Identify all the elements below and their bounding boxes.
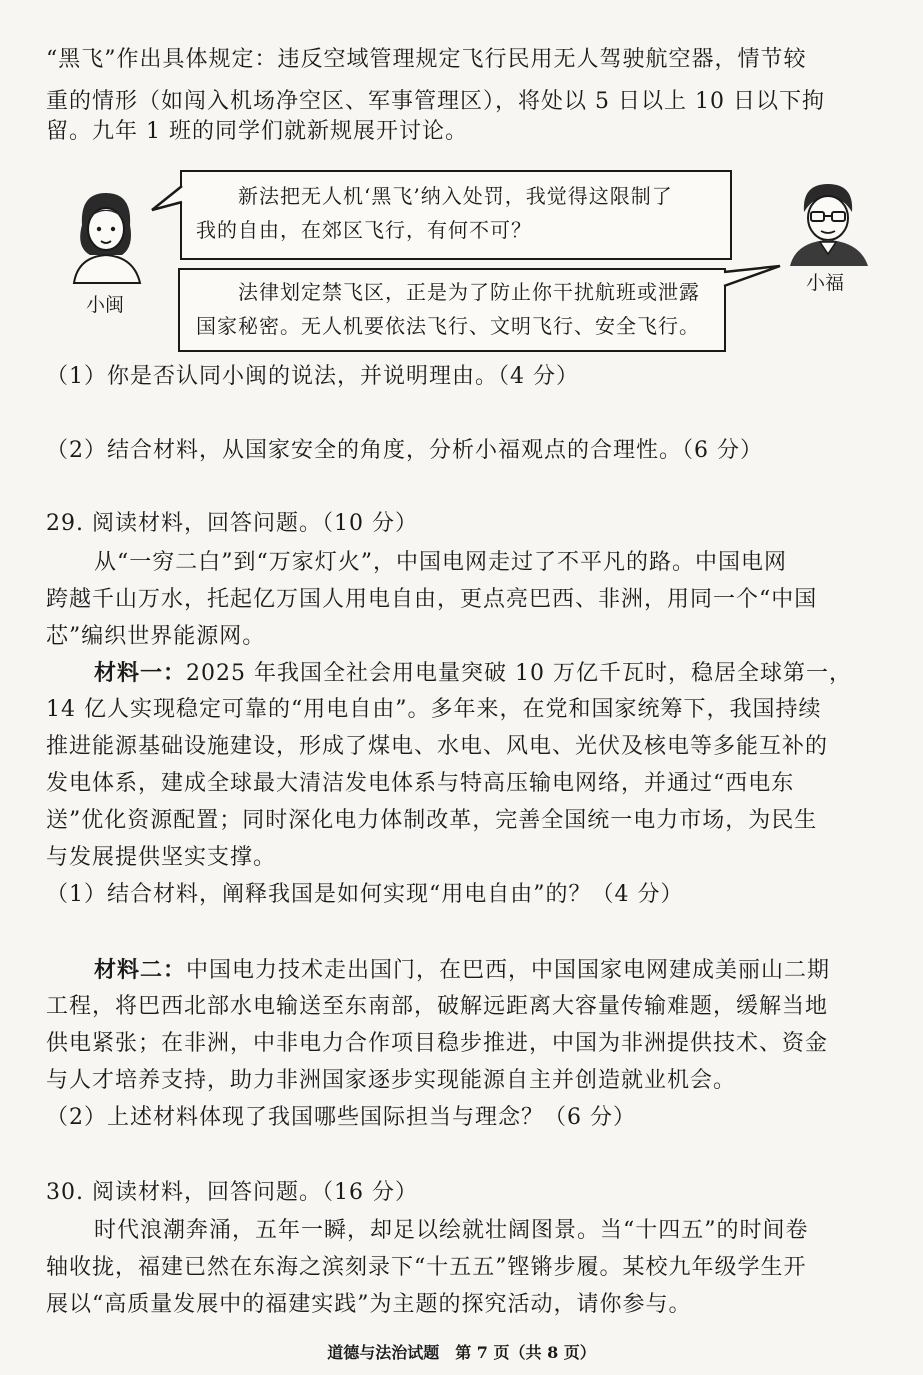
speech-bubble-xiaofu bbox=[178, 268, 726, 352]
q29-material1-line: 与发展提供坚实支撑。 bbox=[46, 845, 277, 870]
material2-label: 材料二： bbox=[94, 957, 187, 983]
bubble-tail-right bbox=[722, 262, 784, 292]
q29-material1-line: 14 亿人实现稳定可靠的“用电自由”。多年来，在党和国家统筹下，我国持续 bbox=[46, 697, 822, 722]
bubble-line: 法律划定禁飞区，正是为了防止你干扰航班或泄露 bbox=[238, 280, 700, 304]
intro-line: 留。九年 1 班的同学们就新规展开讨论。 bbox=[46, 119, 468, 144]
intro-line: “黑飞”作出具体规定：违反空域管理规定飞行民用无人驾驶航空器，情节较 bbox=[46, 47, 807, 72]
bubble-line: 新法把无人机‘黑飞’纳入处罚，我觉得这限制了 bbox=[238, 184, 673, 208]
q29-material2-line: 工程，将巴西北部水电输送至东南部，破解远距离大容量传输难题，缓解当地 bbox=[46, 994, 829, 1019]
q29-intro-line: 从“一穷二白”到“万家灯火”，中国电网走过了不平凡的路。中国电网 bbox=[94, 550, 787, 575]
q29-material1-first-line bbox=[94, 658, 882, 689]
material2-text: 中国电力技术走出国门，在巴西，中国国家电网建成美丽山二期 bbox=[186, 958, 831, 983]
q30-line: 展以“高质量发展中的福建实践”为主题的探究活动，请你参与。 bbox=[46, 1292, 692, 1317]
q29-material2-line: 供电紧张；在非洲，中非电力合作项目稳步推进，中国为非洲提供技术、资金 bbox=[46, 1031, 829, 1056]
q29-material1-line: 送”优化资源配置；同时深化电力体制改革，完善全国统一电力市场，为民生 bbox=[46, 808, 818, 833]
bubble-tail-left bbox=[150, 180, 184, 216]
material1-text: 2025 年我国全社会用电量突破 10 万亿千瓦时，稳居全球第一， bbox=[186, 661, 852, 686]
q29-sub1: （1）结合材料，阐释我国是如何实现“用电自由”的？（4 分） bbox=[46, 882, 684, 907]
q30-line: 时代浪潮奔涌，五年一瞬，却足以绘就壮阔图景。当“十四五”的时间卷 bbox=[94, 1218, 809, 1243]
xiaofu-avatar bbox=[778, 178, 874, 268]
bubble-line: 我的自由，在郊区飞行，有何不可？ bbox=[196, 218, 532, 242]
q29-material1-line: 发电体系，建成全球最大清洁发电体系与特高压输电网络，并通过“西电东 bbox=[46, 771, 795, 796]
q29-intro-line: 芯”编织世界能源网。 bbox=[46, 624, 266, 649]
q28-sub1: （1）你是否认同小闽的说法，并说明理由。（4 分） bbox=[46, 364, 579, 389]
q30-title: 30. 阅读材料，回答问题。（16 分） bbox=[46, 1180, 418, 1205]
xiaomin-name: 小闽 bbox=[86, 294, 125, 316]
xiaomin-avatar bbox=[60, 185, 150, 285]
q29-material2-line: 与人才培养支持，助力非洲国家逐步实现能源自主并创造就业机会。 bbox=[46, 1068, 737, 1093]
bubble-line: 国家秘密。无人机要依法飞行、文明飞行、安全飞行。 bbox=[196, 314, 700, 338]
q29-intro-line: 跨越千山万水，托起亿万国人用电自由，更点亮巴西、非洲，用同一个“中国 bbox=[46, 587, 818, 612]
q29-material2-first-line bbox=[94, 955, 882, 986]
intro-line: 重的情形（如闯入机场净空区、军事管理区），将处以 5 日以上 10 日以下拘 bbox=[46, 89, 825, 114]
q29-material1-line: 推进能源基础设施建设，形成了煤电、水电、风电、光伏及核电等多能互补的 bbox=[46, 734, 829, 759]
speech-bubble-xiaomin bbox=[180, 170, 732, 260]
q29-sub2: （2）上述材料体现了我国哪些国际担当与理念？（6 分） bbox=[46, 1105, 636, 1130]
q28-sub2: （2）结合材料，从国家安全的角度，分析小福观点的合理性。（6 分） bbox=[46, 438, 763, 463]
material1-label: 材料一： bbox=[94, 660, 187, 686]
q30-line: 轴收拢，福建已然在东海之滨刻录下“十五五”铿锵步履。某校九年级学生开 bbox=[46, 1255, 807, 1280]
xiaofu-name: 小福 bbox=[806, 272, 845, 294]
page-footer: 道德与法治试题 第 7 页（共 8 页） bbox=[327, 1343, 596, 1362]
q29-title: 29. 阅读材料，回答问题。（10 分） bbox=[46, 511, 418, 536]
